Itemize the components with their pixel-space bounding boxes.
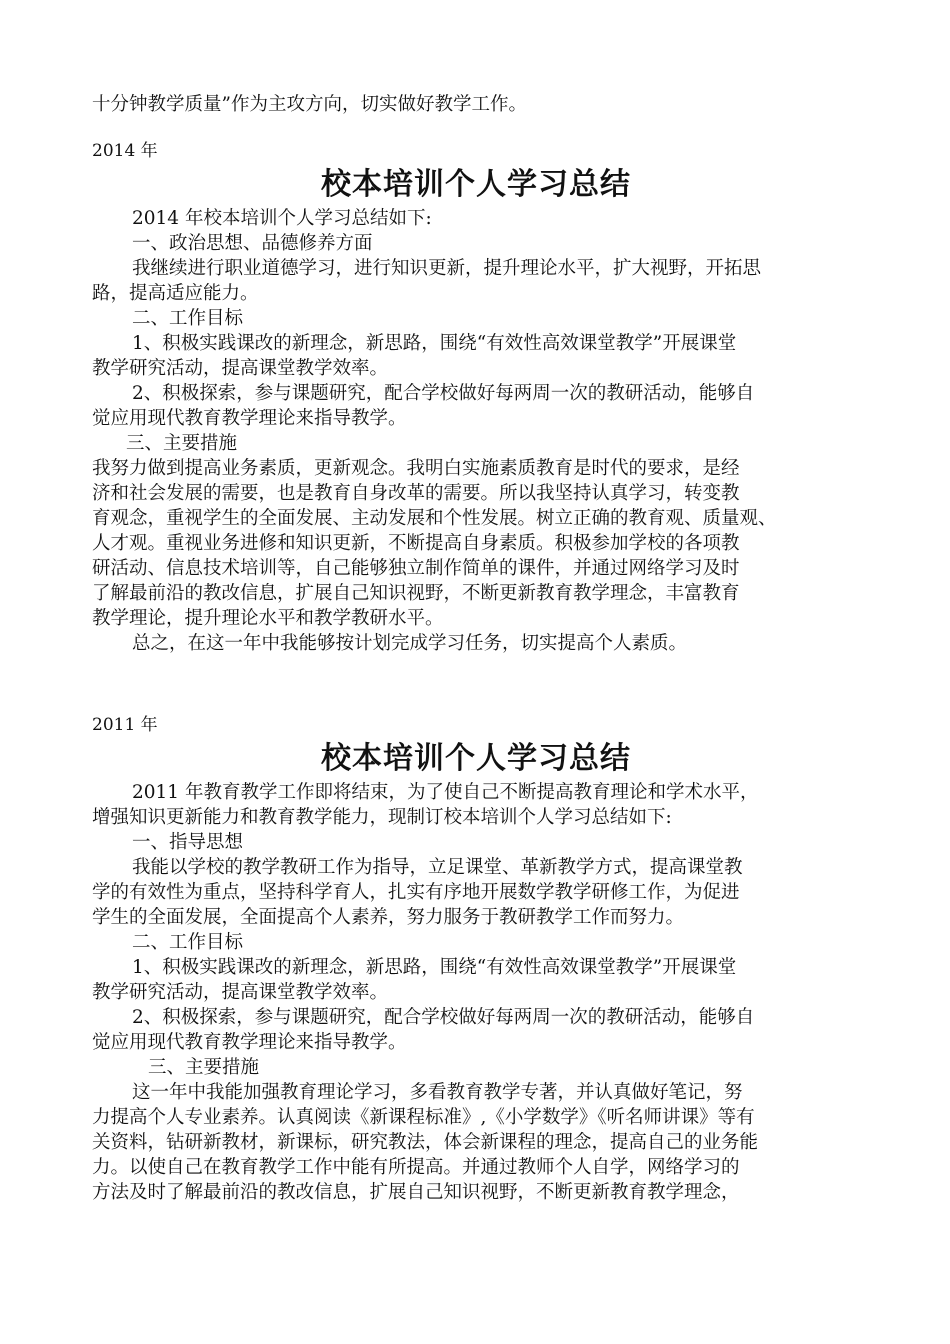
section-title: 校本培训个人学习总结	[321, 741, 631, 776]
text-line: 三、主要措施	[126, 433, 238, 454]
text-line: 我能以学校的教学教研工作为指导，立足课堂、革新教学方式，提高课堂教	[132, 857, 743, 878]
text-line: 2011 年教育教学工作即将结束，为了使自己不断提高教育理论和学术水平，	[132, 782, 759, 803]
document-page	[92, 92, 860, 1205]
spacer	[92, 117, 860, 139]
intro-line: 十分钟教学质量”作为主攻方向，切实做好教学工作。	[92, 94, 527, 115]
text-line: 三、主要措施	[148, 1057, 260, 1078]
text-line: 1、积极实践课改的新理念，新思路，围绕“有效性高效课堂教学”开展课堂	[132, 957, 737, 978]
text-line: 觉应用现代教育教学理论来指导教学。	[92, 1032, 407, 1053]
text-line: 我努力做到提高业务素质，更新观念。我明白实施素质教育是时代的要求，是经	[92, 458, 740, 479]
section-body	[92, 206, 860, 656]
text-line: 增强知识更新能力和教育教学能力，现制订校本培训个人学习总结如下:	[92, 807, 672, 828]
section-year: 2011 年	[92, 715, 158, 735]
text-line: 力提高个人专业素养。认真阅读《新课程标准》,《小学数学》《听名师讲课》等有	[92, 1107, 755, 1128]
spacer	[92, 656, 860, 713]
text-line: 我继续进行职业道德学习，进行知识更新，提升理论水平，扩大视野，开拓思	[132, 258, 762, 279]
text-line: 方法及时了解最前沿的教改信息，扩展自己知识视野，不断更新教育教学理念，	[92, 1182, 740, 1203]
text-line: 教学研究活动，提高课堂教学效率。	[92, 982, 389, 1003]
text-line: 二、工作目标	[132, 308, 244, 329]
text-line: 关资料，钻研新教材，新课标，研究教法，体会新课程的理念，提高自己的业务能	[92, 1132, 759, 1153]
text-line: 了解最前沿的教改信息，扩展自己知识视野，不断更新教育教学理念，丰富教育	[92, 583, 740, 604]
text-line: 一、指导思想	[132, 832, 244, 853]
section-year: 2014 年	[92, 141, 158, 161]
text-line: 育观念，重视学生的全面发展、主动发展和个性发展。树立正确的教育观、质量观、	[92, 508, 777, 529]
text-line: 二、工作目标	[132, 932, 244, 953]
text-line: 研活动、信息技术培训等，自己能够独立制作简单的课件，并通过网络学习及时	[92, 558, 740, 579]
text-line: 1、积极实践课改的新理念，新思路，围绕“有效性高效课堂教学”开展课堂	[132, 333, 737, 354]
section-body	[92, 780, 860, 1205]
text-line: 路，提高适应能力。	[92, 283, 259, 304]
text-line: 这一年中我能加强教育理论学习，多看教育教学专著，并认真做好笔记，努	[132, 1082, 743, 1103]
text-line: 2014 年校本培训个人学习总结如下:	[132, 208, 432, 229]
text-line: 学的有效性为重点，坚持科学育人，扎实有序地开展数学教学研修工作，为促进	[92, 882, 740, 903]
section-title: 校本培训个人学习总结	[321, 167, 631, 202]
text-line: 力。以使自己在教育教学工作中能有所提高。并通过教师个人自学，网络学习的	[92, 1157, 740, 1178]
text-line: 总之，在这一年中我能够按计划完成学习任务，切实提高个人素质。	[132, 633, 688, 654]
text-line: 2、积极探索，参与课题研究，配合学校做好每两周一次的教研活动，能够自	[132, 1007, 755, 1028]
text-line: 人才观。重视业务进修和知识更新，不断提高自身素质。积极参加学校的各项教	[92, 533, 740, 554]
text-line: 2、积极探索，参与课题研究，配合学校做好每两周一次的教研活动，能够自	[132, 383, 755, 404]
text-line: 学生的全面发展，全面提高个人素养，努力服务于教研教学工作而努力。	[92, 907, 685, 928]
text-line: 教学理论，提升理论水平和教学教研水平。	[92, 608, 444, 629]
text-line: 觉应用现代教育教学理论来指导教学。	[92, 408, 407, 429]
text-line: 济和社会发展的需要，也是教育自身改革的需要。所以我坚持认真学习，转变教	[92, 483, 740, 504]
text-line: 一、政治思想、品德修养方面	[132, 233, 373, 254]
section-2011	[92, 713, 860, 1205]
text-line: 教学研究活动，提高课堂教学效率。	[92, 358, 389, 379]
section-2014	[92, 139, 860, 656]
